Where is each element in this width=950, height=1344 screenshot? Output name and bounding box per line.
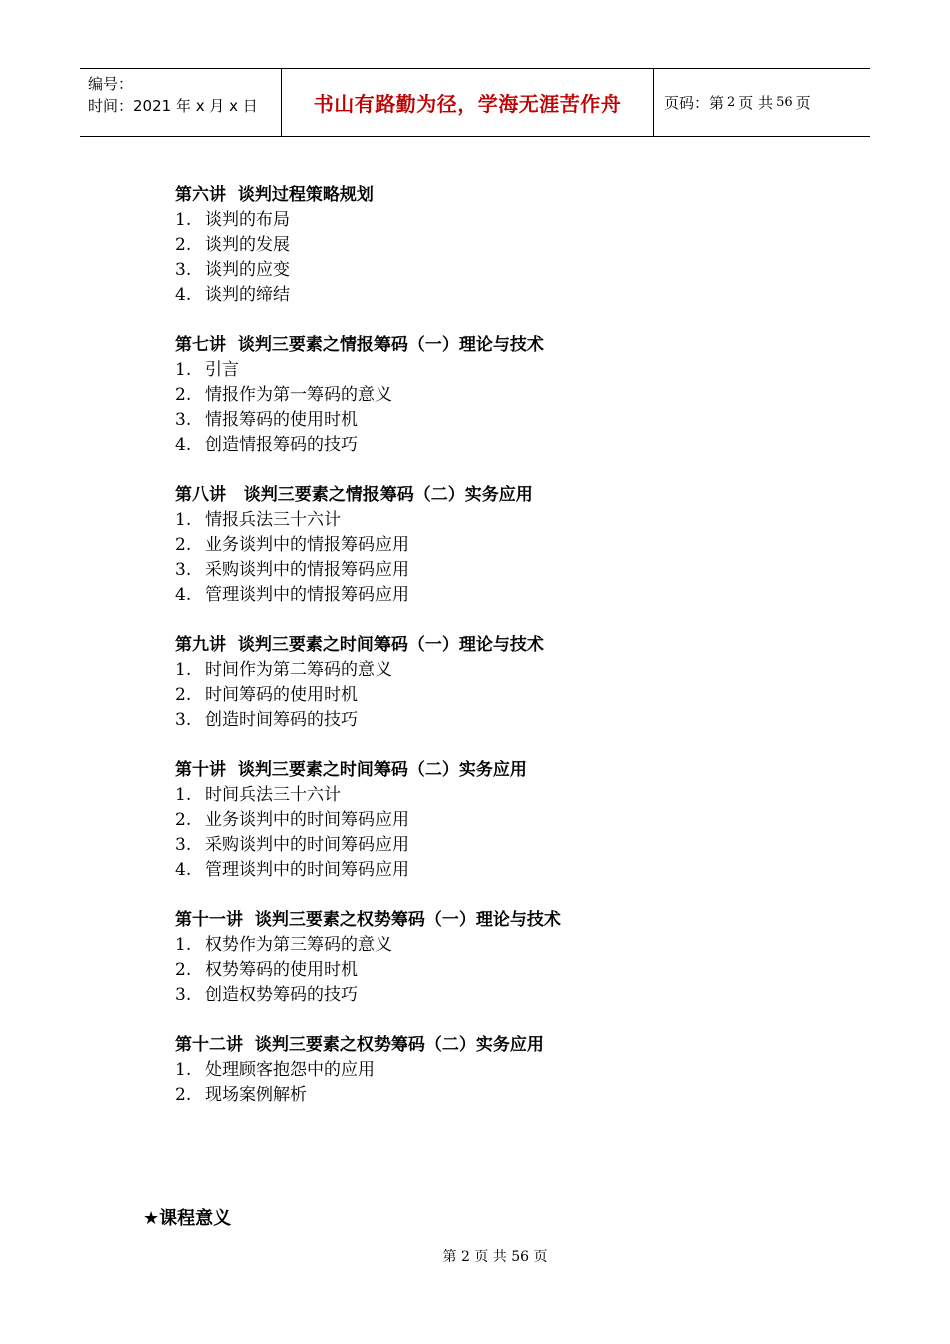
list-item-text: 权势筹码的使用时机 bbox=[205, 960, 358, 980]
list-item-text: 采购谈判中的时间筹码应用 bbox=[205, 835, 409, 855]
list-item-text: 创造权势筹码的技巧 bbox=[205, 985, 358, 1005]
list-item bbox=[175, 933, 815, 958]
list-item bbox=[175, 833, 815, 858]
list-item-text: 时间兵法三十六计 bbox=[205, 785, 341, 805]
list-item-number: 3. bbox=[175, 410, 192, 430]
list-item bbox=[175, 508, 815, 533]
list-item bbox=[175, 958, 815, 983]
lecture-section bbox=[175, 758, 815, 883]
list-item-number: 4. bbox=[175, 585, 192, 605]
list-item bbox=[175, 1083, 815, 1108]
motto-text: 书山有路勤为径，学海无涯苦作舟 bbox=[313, 92, 622, 116]
lecture-section bbox=[175, 183, 815, 308]
list-item-number: 2. bbox=[175, 1085, 192, 1105]
page-number: 2 bbox=[727, 95, 736, 110]
list-item bbox=[175, 258, 815, 283]
list-item-number: 1. bbox=[175, 510, 192, 530]
list-item-number: 4. bbox=[175, 435, 192, 455]
list-item-text: 业务谈判中的时间筹码应用 bbox=[205, 810, 409, 830]
list-item-number: 2. bbox=[175, 535, 192, 555]
code-label: 编号： bbox=[88, 75, 134, 93]
lecture-section bbox=[175, 333, 815, 458]
lecture-title: 第十讲 谈判三要素之时间筹码（二）实务应用 bbox=[175, 760, 527, 780]
list-item bbox=[175, 233, 815, 258]
lecture-title: 第六讲 谈判过程策略规划 bbox=[175, 185, 374, 205]
lecture-section bbox=[175, 1033, 815, 1108]
list-item bbox=[175, 208, 815, 233]
lecture-section bbox=[175, 483, 815, 608]
list-item-text: 创造情报筹码的技巧 bbox=[205, 435, 358, 455]
course-significance-heading: ★课程意义 bbox=[143, 1208, 232, 1229]
list-item-text: 业务谈判中的情报筹码应用 bbox=[205, 535, 409, 555]
lecture-title: 第十二讲 谈判三要素之权势筹码（二）实务应用 bbox=[175, 1035, 544, 1055]
list-item bbox=[175, 858, 815, 883]
list-item bbox=[175, 658, 815, 683]
list-item-number: 2. bbox=[175, 235, 192, 255]
header-page-cell bbox=[654, 69, 870, 136]
list-item-text: 谈判的发展 bbox=[205, 235, 290, 255]
list-item-number: 4. bbox=[175, 285, 192, 305]
list-item-text: 管理谈判中的时间筹码应用 bbox=[205, 860, 409, 880]
lecture-title: 第八讲 谈判三要素之情报筹码（二）实务应用 bbox=[175, 485, 533, 505]
list-item-number: 4. bbox=[175, 860, 192, 880]
lecture-section bbox=[175, 908, 815, 1008]
lecture-title: 第七讲 谈判三要素之情报筹码（一）理论与技术 bbox=[175, 335, 544, 355]
list-item-text: 情报作为第一筹码的意义 bbox=[205, 385, 392, 405]
list-item-number: 1. bbox=[175, 1060, 192, 1080]
list-item-text: 时间作为第二筹码的意义 bbox=[205, 660, 392, 680]
list-item-number: 3. bbox=[175, 710, 192, 730]
lecture-section bbox=[175, 633, 815, 733]
list-item-number: 1. bbox=[175, 935, 192, 955]
page-mid-label: 页 共 bbox=[738, 94, 774, 112]
list-item bbox=[175, 1058, 815, 1083]
list-item-text: 管理谈判中的情报筹码应用 bbox=[205, 585, 409, 605]
list-item-text: 创造时间筹码的技巧 bbox=[205, 710, 358, 730]
list-item bbox=[175, 583, 815, 608]
list-item-text: 时间筹码的使用时机 bbox=[205, 685, 358, 705]
page-total: 56 bbox=[776, 95, 793, 110]
list-item bbox=[175, 708, 815, 733]
header-motto-cell bbox=[281, 69, 654, 136]
syllabus-content bbox=[175, 183, 815, 1133]
list-item-number: 2. bbox=[175, 810, 192, 830]
list-item-text: 情报兵法三十六计 bbox=[205, 510, 341, 530]
list-item-number: 3. bbox=[175, 835, 192, 855]
list-item-number: 1. bbox=[175, 210, 192, 230]
list-item bbox=[175, 533, 815, 558]
list-item bbox=[175, 433, 815, 458]
list-item-number: 3. bbox=[175, 560, 192, 580]
list-item-text: 处理顾客抱怨中的应用 bbox=[205, 1060, 375, 1080]
list-item-number: 2. bbox=[175, 960, 192, 980]
list-item bbox=[175, 558, 815, 583]
list-item-number: 3. bbox=[175, 260, 192, 280]
list-item-text: 谈判的缔结 bbox=[205, 285, 290, 305]
list-item-number: 1. bbox=[175, 660, 192, 680]
list-item-number: 1. bbox=[175, 360, 192, 380]
list-item-text: 引言 bbox=[205, 360, 239, 380]
lecture-title: 第十一讲 谈判三要素之权势筹码（一）理论与技术 bbox=[175, 910, 561, 930]
list-item-number: 2. bbox=[175, 685, 192, 705]
list-item-text: 权势作为第三筹码的意义 bbox=[205, 935, 392, 955]
list-item-text: 现场案例解析 bbox=[205, 1085, 307, 1105]
list-item-text: 谈判的应变 bbox=[205, 260, 290, 280]
list-item bbox=[175, 283, 815, 308]
list-item bbox=[175, 408, 815, 433]
list-item bbox=[175, 808, 815, 833]
page-end-label: 页 bbox=[795, 94, 811, 112]
list-item-number: 3. bbox=[175, 985, 192, 1005]
document-header bbox=[80, 68, 870, 137]
list-item-number: 1. bbox=[175, 785, 192, 805]
list-item-text: 谈判的布局 bbox=[205, 210, 290, 230]
list-item bbox=[175, 683, 815, 708]
list-item bbox=[175, 783, 815, 808]
lecture-title: 第九讲 谈判三要素之时间筹码（一）理论与技术 bbox=[175, 635, 544, 655]
header-meta-cell bbox=[80, 69, 281, 136]
list-item bbox=[175, 358, 815, 383]
list-item bbox=[175, 383, 815, 408]
list-item-number: 2. bbox=[175, 385, 192, 405]
list-item bbox=[175, 983, 815, 1008]
list-item-text: 采购谈判中的情报筹码应用 bbox=[205, 560, 409, 580]
time-label: 时间：2021 年 x 月 x 日 bbox=[88, 97, 258, 115]
page-footer: 第 2 页 共 56 页 bbox=[442, 1249, 548, 1265]
list-item-text: 情报筹码的使用时机 bbox=[205, 410, 358, 430]
page-label: 页码：第 bbox=[664, 94, 725, 112]
